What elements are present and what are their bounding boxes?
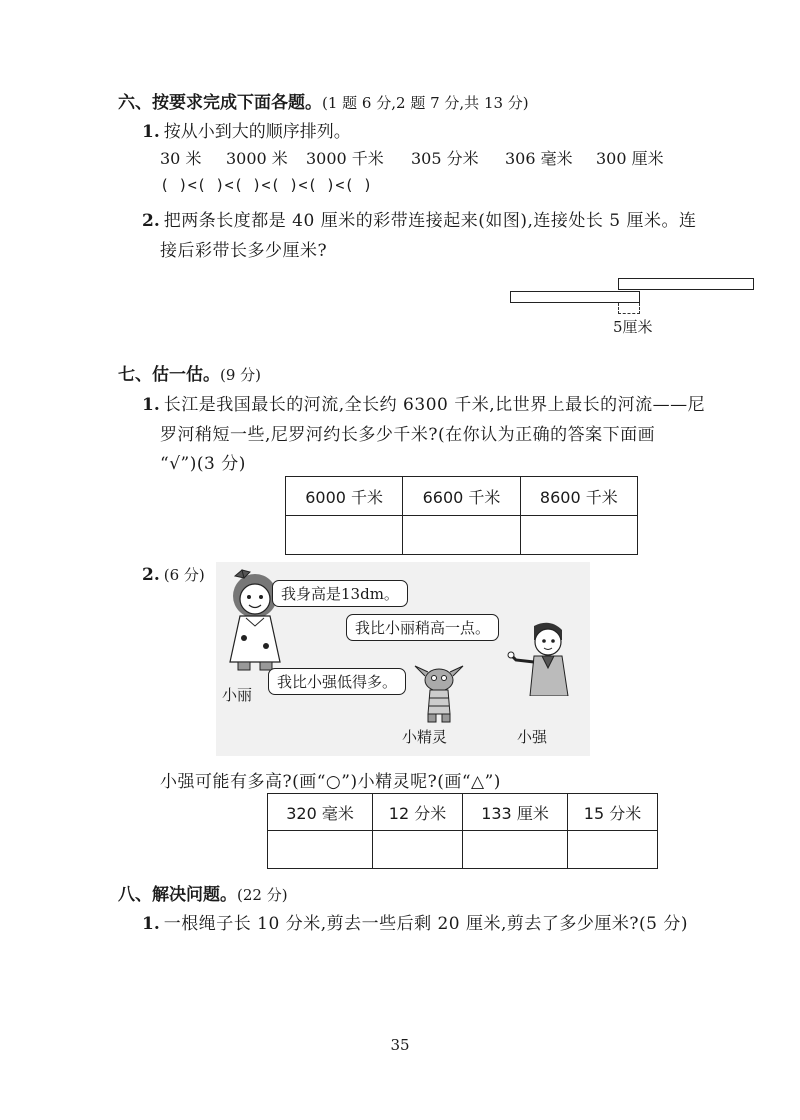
q8-1-number: 1. bbox=[142, 914, 160, 934]
page-number: 35 bbox=[390, 1036, 410, 1054]
q7-1-line2: 罗河稍短一些,尼罗河约长多少千米?(在你认为正确的答案下面画 bbox=[160, 425, 656, 445]
section-7-title: 七、估一估。 bbox=[118, 365, 220, 385]
answer-cell[interactable] bbox=[286, 516, 403, 555]
speech-bubble-girl: 我身高是13dm。 bbox=[272, 580, 408, 607]
q6-2 bbox=[142, 206, 696, 231]
q7-2-options-table bbox=[267, 793, 658, 869]
q6-2-number: 2. bbox=[142, 211, 160, 231]
answer-cell[interactable] bbox=[462, 831, 567, 869]
q7-1-line1: 长江是我国最长的河流,全长约 6300 千米,比世界上最长的河流——尼 bbox=[163, 395, 706, 415]
q7-1-options-table bbox=[285, 476, 638, 555]
length-item: 300 厘米 bbox=[596, 149, 664, 168]
section-8-title: 八、解决问题。 bbox=[118, 885, 237, 905]
section-7-points: (9 分) bbox=[220, 366, 262, 384]
section-6-title: 六、按要求完成下面各题。 bbox=[118, 93, 322, 113]
q6-1-number: 1. bbox=[142, 122, 160, 142]
name-label-elf: 小精灵 bbox=[402, 728, 448, 746]
q6-2-line1: 把两条长度都是 40 厘米的彩带连接起来(如图),连接处长 5 厘米。连 bbox=[163, 211, 697, 231]
option-cell: 15 分米 bbox=[568, 794, 658, 831]
boy-figure bbox=[506, 620, 586, 696]
option-cell: 133 厘米 bbox=[462, 794, 567, 831]
q6-1-text: 按从小到大的顺序排列。 bbox=[163, 122, 351, 142]
q7-2 bbox=[142, 564, 205, 585]
option-cell: 6000 千米 bbox=[286, 477, 403, 516]
q8-1-text: 一根绳子长 10 分米,剪去一些后剩 20 厘米,剪去了多少厘米?(5 分) bbox=[163, 914, 689, 934]
q6-1-items bbox=[0, 146, 800, 170]
length-item: 3000 千米 bbox=[306, 149, 384, 168]
name-label-girl: 小丽 bbox=[222, 686, 253, 704]
q6-2-line2: 接后彩带长多少厘米? bbox=[160, 241, 328, 261]
section-7-heading bbox=[118, 360, 261, 385]
length-item: 30 米 bbox=[160, 149, 202, 168]
answer-cell[interactable] bbox=[268, 831, 373, 869]
q6-1 bbox=[142, 117, 351, 142]
section-6-points: (1 题 6 分,2 题 7 分,共 13 分) bbox=[322, 94, 529, 112]
section-8-points: (22 分) bbox=[237, 886, 288, 904]
q7-1-line3: “√”)(3 分) bbox=[160, 454, 246, 474]
q6-1-answer-blanks[interactable]: ( )<( )<( )<( )<( )<( ) bbox=[160, 176, 373, 194]
length-item: 3000 米 bbox=[226, 149, 288, 168]
q7-2-number: 2. bbox=[142, 565, 160, 585]
q8-1 bbox=[142, 909, 688, 934]
overlap-label: 5厘米 bbox=[613, 318, 653, 336]
ribbon-strip-bottom bbox=[510, 291, 640, 303]
section-6-heading bbox=[118, 88, 529, 113]
q7-1 bbox=[142, 390, 705, 415]
answer-cell[interactable] bbox=[373, 831, 463, 869]
answer-cell[interactable] bbox=[403, 516, 520, 555]
q7-1-number: 1. bbox=[142, 395, 160, 415]
overlap-marker bbox=[618, 303, 640, 314]
speech-bubble-elf: 我比小强低得多。 bbox=[268, 668, 406, 695]
length-item: 306 毫米 bbox=[505, 149, 573, 168]
option-cell: 6600 千米 bbox=[403, 477, 520, 516]
q7-2-points: (6 分) bbox=[163, 566, 205, 584]
ribbon-strip-top bbox=[618, 278, 754, 290]
option-cell: 320 毫米 bbox=[268, 794, 373, 831]
option-cell: 8600 千米 bbox=[520, 477, 637, 516]
q7-2-question: 小强可能有多高?(画“○”)小精灵呢?(画“△”) bbox=[160, 772, 501, 792]
length-item: 305 分米 bbox=[411, 149, 479, 168]
answer-cell[interactable] bbox=[568, 831, 658, 869]
section-8-heading bbox=[118, 880, 288, 905]
ribbon-figure bbox=[505, 270, 763, 345]
answer-cell[interactable] bbox=[520, 516, 637, 555]
elf-figure bbox=[412, 662, 466, 726]
name-label-boy: 小强 bbox=[517, 728, 548, 746]
speech-bubble-boy: 我比小丽稍高一点。 bbox=[346, 614, 499, 641]
option-cell: 12 分米 bbox=[373, 794, 463, 831]
